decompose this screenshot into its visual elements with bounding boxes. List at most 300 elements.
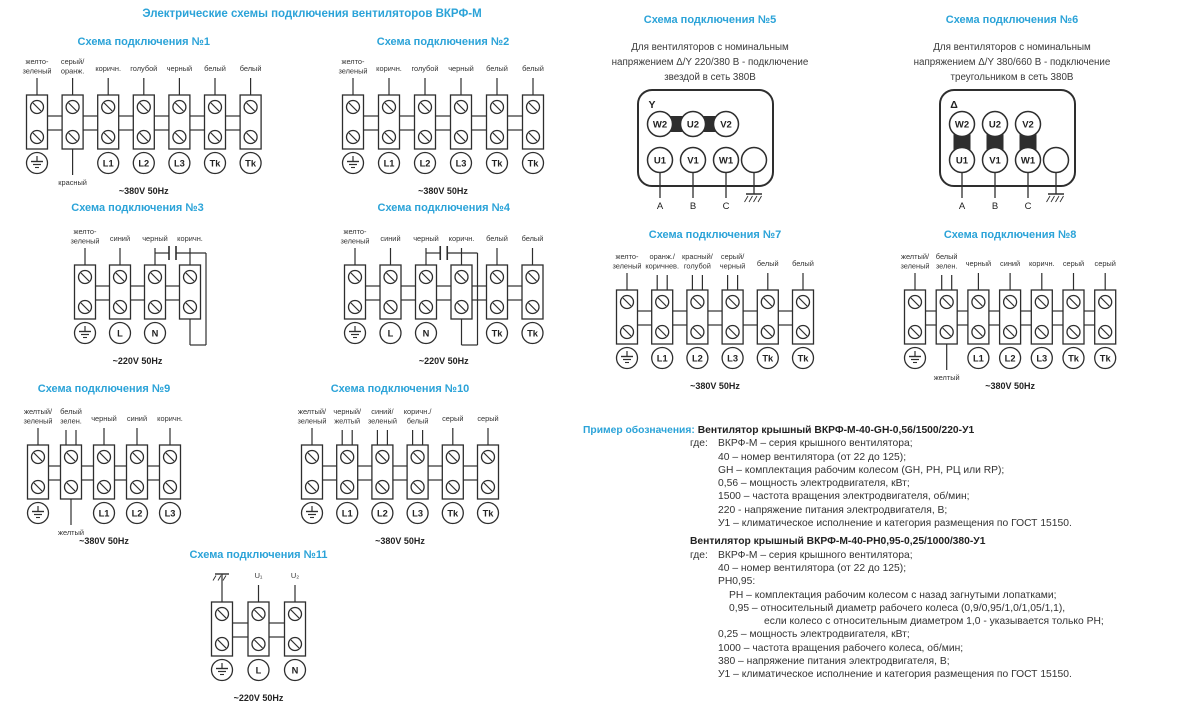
screw-icon — [419, 131, 432, 144]
screw-icon — [527, 101, 540, 114]
scheme-title-s9: Схема подключения №9 — [37, 383, 171, 395]
terminal-block — [379, 95, 400, 149]
terminal-block — [407, 445, 428, 499]
wire-color-label: коричн. — [448, 234, 475, 243]
screw-icon — [31, 131, 44, 144]
screw-icon — [411, 451, 424, 464]
terminal-designation — [248, 660, 269, 681]
terminal-designation-label: N — [151, 328, 159, 339]
wire-color-label: черный — [91, 414, 117, 423]
terminal-block — [212, 602, 233, 656]
terminal-block — [415, 95, 436, 149]
wire-color-label: желто- — [25, 57, 49, 66]
wire-color-label: белый — [935, 252, 958, 261]
screw-icon — [306, 451, 319, 464]
wire-color-label: коричн. — [177, 234, 203, 243]
screw-icon — [761, 296, 774, 309]
wire-color-label: красный/ — [682, 252, 713, 261]
wire-color-label: зеленый — [612, 261, 642, 271]
terminal-block — [75, 265, 96, 319]
terminal-designation — [169, 153, 190, 174]
terminal-designation — [1031, 348, 1052, 369]
wire-color-label: желтый/ — [24, 407, 52, 416]
wire-color-label: коричнев. — [645, 261, 680, 271]
example-line: 40 – номер вентилятора (от 22 до 125); — [718, 451, 907, 463]
wire-color-label: коричн. — [376, 64, 402, 73]
scheme-title-s6: Схема подключения №6 — [945, 14, 1079, 26]
screw-icon — [131, 481, 144, 494]
screw-icon — [184, 301, 197, 314]
terminal-designation-label: Tk — [209, 158, 221, 169]
wire-color-label: белый — [792, 259, 814, 268]
voltage-label: ~380V 50Hz — [79, 536, 129, 546]
where-label: где: — [690, 438, 708, 450]
screw-icon — [347, 131, 360, 144]
screw-icon — [491, 131, 504, 144]
scheme-s10-diagram — [267, 405, 533, 555]
example-line: ВКРФ-М – серия крышного вентилятора; — [718, 549, 913, 561]
wire-color-label: белый — [522, 64, 544, 73]
screw-icon — [940, 326, 953, 339]
screw-icon — [137, 101, 150, 114]
screw-icon — [526, 301, 539, 314]
motor-terminal-label: V2 — [720, 119, 732, 131]
screw-icon — [79, 271, 92, 284]
wire-color-label: серый — [1094, 259, 1116, 268]
voltage-label: ~380V 50Hz — [118, 186, 169, 196]
screw-icon — [349, 301, 362, 314]
terminal-designation-label: Tk — [491, 158, 503, 169]
terminal-designation-label: L1 — [341, 508, 353, 519]
terminal-designation-label: Tk — [1099, 353, 1111, 364]
terminal-block — [522, 265, 543, 319]
screw-icon — [79, 301, 92, 314]
terminal-block — [169, 95, 190, 149]
scheme-s9-diagram — [0, 405, 215, 555]
phase-label: B — [689, 201, 697, 212]
description-line: Для вентиляторов с номинальным — [631, 42, 789, 53]
terminal-designation-label: L3 — [727, 353, 739, 364]
wire-color-label: желто- — [615, 252, 639, 261]
screw-icon — [691, 296, 704, 309]
terminal-designation-label: L — [255, 665, 262, 676]
example-line: РН0,95: — [718, 576, 756, 588]
motor-terminal-label: W2 — [954, 119, 970, 131]
wire-color-label: U₂ — [290, 571, 300, 580]
terminal-designation — [337, 503, 358, 524]
terminal-designation-label: L2 — [1004, 353, 1016, 364]
connection-type-symbol: Y — [648, 99, 656, 111]
earth-terminal-icon — [212, 660, 233, 681]
terminal-designation — [98, 153, 119, 174]
wire-color-label: белый — [521, 234, 544, 243]
wire-color-label: серый — [477, 414, 499, 423]
description-line: треугольником в сеть 380В — [950, 72, 1074, 83]
screw-icon — [419, 101, 432, 114]
screw-icon — [621, 326, 634, 339]
unused-terminal — [742, 148, 767, 173]
example-line: ВКРФ-М – серия крышного вентилятора; — [718, 438, 913, 450]
terminal-block — [180, 265, 201, 319]
screw-icon — [376, 451, 389, 464]
terminal-block — [451, 95, 472, 149]
screw-icon — [940, 296, 953, 309]
screw-icon — [383, 131, 396, 144]
screw-icon — [455, 271, 468, 284]
terminal-block — [98, 95, 119, 149]
motor-terminal-label: U2 — [686, 119, 700, 131]
earth-symbol-icon — [745, 194, 763, 202]
terminal-designation-label: Tk — [1068, 353, 1079, 364]
screw-icon — [376, 481, 389, 494]
terminal-designation-label: L3 — [1036, 353, 1048, 364]
wire-color-label: зеленый — [340, 236, 370, 246]
terminal-designation-label: L — [387, 328, 394, 339]
screw-icon — [726, 326, 739, 339]
screw-icon — [289, 608, 302, 621]
screw-icon — [149, 271, 162, 284]
terminal-block — [248, 602, 269, 656]
screw-icon — [306, 481, 319, 494]
scheme-s6-description — [862, 40, 1162, 85]
screw-icon — [526, 271, 539, 284]
screw-icon — [164, 481, 177, 494]
screw-icon — [384, 271, 397, 284]
wire-color-label: желтый/ — [901, 252, 929, 261]
terminal-designation-label: Tk — [527, 328, 538, 339]
terminal-designation-label: Tk — [527, 158, 539, 169]
motor-terminal-label: U2 — [988, 119, 1002, 131]
screw-icon — [65, 481, 78, 494]
terminal-designation-label: L1 — [383, 158, 395, 169]
screw-icon — [691, 326, 704, 339]
terminal-designation — [522, 323, 543, 344]
screw-icon — [1067, 296, 1080, 309]
terminal-designation-label: L1 — [972, 353, 984, 364]
terminal-designation — [722, 348, 743, 369]
screw-icon — [32, 481, 45, 494]
screw-icon — [1067, 326, 1080, 339]
terminal-designation-label: L2 — [138, 158, 150, 169]
wire-color-label: коричн./ — [403, 407, 432, 416]
wire-color-label: зеленый — [23, 416, 53, 426]
screw-icon — [455, 131, 468, 144]
terminal-designation-label: Tk — [482, 508, 494, 519]
terminal-designation-label: L3 — [164, 508, 176, 519]
terminal-block — [905, 290, 926, 344]
motor-terminal — [648, 148, 673, 173]
example-line: 1500 – частота вращения электродвигателя, об/мин; — [718, 491, 970, 503]
terminal-designation — [478, 503, 499, 524]
scheme-title-s10: Схема подключения №10 — [330, 383, 470, 395]
terminal-block — [133, 95, 154, 149]
terminal-designation — [94, 503, 115, 524]
motor-terminal — [714, 148, 739, 173]
wire-color-label: серый/ — [60, 57, 85, 66]
terminal-designation — [793, 348, 814, 369]
terminal-designation — [415, 153, 436, 174]
wire-color-label: коричн. — [1028, 259, 1055, 268]
wire-color-label: коричн. — [95, 64, 122, 73]
terminal-designation-label: L3 — [173, 158, 185, 169]
screw-icon — [347, 101, 360, 114]
terminal-block — [62, 95, 83, 149]
wire-color-label: голубой — [683, 261, 711, 271]
terminal-designation — [487, 153, 508, 174]
earth-symbol-icon — [1047, 194, 1065, 202]
wire-color-label: белый — [406, 416, 429, 426]
screw-icon — [114, 271, 127, 284]
screw-icon — [797, 326, 810, 339]
earth-terminal-icon — [617, 348, 638, 369]
wire-color-label: желто- — [341, 57, 365, 66]
terminal-designation-label: Tk — [245, 158, 257, 169]
voltage-label: ~380V 50Hz — [985, 381, 1035, 391]
wire-color-label: синий — [109, 234, 131, 243]
wire-color-label: зелен. — [935, 261, 958, 271]
screw-icon — [31, 101, 44, 114]
motor-terminal-label: V2 — [1022, 119, 1034, 131]
screw-icon — [1099, 326, 1112, 339]
example-row — [583, 424, 1184, 437]
screw-icon — [252, 638, 265, 651]
scheme-title-s8: Схема подключения №8 — [943, 229, 1077, 241]
wire-color-label: желтый — [58, 528, 84, 537]
terminal-designation — [687, 348, 708, 369]
wire-color-label: зелен. — [60, 416, 82, 426]
terminal-designation-label: L2 — [691, 353, 703, 364]
wire-color-label: зеленый — [900, 261, 930, 271]
terminal-block — [372, 445, 393, 499]
terminal-designation-label: Tk — [447, 508, 459, 519]
screw-icon — [149, 301, 162, 314]
screw-icon — [909, 326, 922, 339]
motor-terminal — [983, 112, 1008, 137]
wire-color-label: черный/ — [333, 407, 362, 416]
screw-icon — [341, 481, 354, 494]
screw-icon — [1004, 296, 1017, 309]
screw-icon — [244, 131, 257, 144]
screw-icon — [173, 101, 186, 114]
wire-color-label: голубой — [411, 64, 439, 73]
terminal-block — [127, 445, 148, 499]
terminal-designation — [372, 503, 393, 524]
wire-color-label: белый — [239, 64, 262, 73]
terminal-designation — [133, 153, 154, 174]
wire-color-label: U₁ — [254, 571, 263, 580]
wire-color-label: черный — [413, 234, 439, 243]
wire-color-label: желтый/ — [298, 407, 326, 416]
wire-color-label: красный — [58, 178, 87, 187]
description-line: напряжением Δ/Y 380/660 В - подключение — [913, 57, 1111, 68]
phase-label: C — [1024, 201, 1032, 212]
screw-icon — [420, 301, 433, 314]
screw-icon — [1035, 326, 1048, 339]
terminal-designation — [379, 153, 400, 174]
wire-color-label: синий — [1000, 259, 1021, 268]
terminal-designation — [968, 348, 989, 369]
terminal-block — [442, 445, 463, 499]
screw-icon — [656, 296, 669, 309]
scheme-s11-diagram — [177, 562, 340, 712]
terminal-designation — [127, 503, 148, 524]
example-designation-section — [583, 424, 1184, 682]
screw-icon — [102, 131, 115, 144]
terminal-block — [205, 95, 226, 149]
terminal-designation — [145, 323, 166, 344]
example-title-1: Вентилятор крышный ВКРФ-М-40-GH-0,56/1500/220-У1 — [697, 425, 975, 436]
screw-icon — [384, 301, 397, 314]
wire-color-label: коричн. — [157, 414, 183, 423]
wire-color-label: оранж./ — [649, 252, 675, 261]
screw-icon — [482, 451, 495, 464]
wire-color-label: белый — [60, 407, 82, 416]
wire-color-label: серый/ — [720, 252, 745, 261]
terminal-block — [487, 95, 508, 149]
screw-icon — [909, 296, 922, 309]
terminal-block — [722, 290, 743, 344]
example-label: Пример обозначения: — [583, 425, 695, 436]
screw-icon — [491, 271, 504, 284]
voltage-label: ~220V 50Hz — [233, 693, 284, 703]
screw-icon — [761, 326, 774, 339]
wire-color-label: белый — [486, 234, 508, 243]
terminal-designation-label: L2 — [419, 158, 431, 169]
voltage-label: ~380V 50Hz — [690, 381, 740, 391]
terminal-designation — [160, 503, 181, 524]
terminal-block — [617, 290, 638, 344]
screw-icon — [114, 301, 127, 314]
terminal-block — [968, 290, 989, 344]
motor-terminal — [648, 112, 673, 137]
wire-color-label: зеленый — [367, 416, 397, 426]
terminal-designation-label: L1 — [656, 353, 668, 364]
terminal-block — [487, 265, 508, 319]
screw-icon — [1099, 296, 1112, 309]
wire-color-label: желто- — [73, 227, 97, 236]
wire-color-label: желтый — [334, 416, 361, 426]
terminal-block — [94, 445, 115, 499]
screw-icon — [184, 271, 197, 284]
unused-terminal — [1044, 148, 1069, 173]
phase-label: C — [722, 201, 730, 212]
voltage-label: ~380V 50Hz — [375, 536, 425, 546]
page-title: Электрические схемы подключения вентиляторов ВКРФ-М — [142, 8, 482, 20]
screw-icon — [482, 481, 495, 494]
screw-icon — [411, 481, 424, 494]
earth-terminal-icon — [343, 153, 364, 174]
terminal-block — [1095, 290, 1116, 344]
terminal-designation — [1063, 348, 1084, 369]
terminal-block — [652, 290, 673, 344]
screw-icon — [137, 131, 150, 144]
screw-icon — [797, 296, 810, 309]
wire-color-label: белый — [204, 64, 226, 73]
terminal-designation — [442, 503, 463, 524]
screw-icon — [98, 451, 111, 464]
scheme-title-s1: Схема подключения №1 — [77, 36, 211, 48]
terminal-block — [27, 95, 48, 149]
screw-icon — [98, 481, 111, 494]
phase-label: A — [958, 201, 966, 212]
example-line: 0,56 – мощность электродвигателя, кВт; — [718, 478, 910, 490]
wire-color-label: зеленый — [338, 66, 368, 76]
terminal-designation-label: L2 — [131, 508, 143, 519]
screw-icon — [341, 451, 354, 464]
example-line: 380 – напряжение питания электродвигателя, В; — [718, 656, 950, 668]
terminal-designation — [285, 660, 306, 681]
scheme-title-s4: Схема подключения №4 — [377, 202, 510, 214]
motor-terminal — [714, 112, 739, 137]
wire-color-label: оранж. — [60, 66, 85, 76]
terminal-block — [110, 265, 131, 319]
screw-icon — [66, 101, 79, 114]
terminal-designation-label: Tk — [762, 353, 774, 364]
scheme-s7-diagram — [582, 250, 848, 400]
voltage-label: ~220V 50Hz — [418, 356, 469, 366]
earth-terminal-icon — [28, 503, 49, 524]
wire-color-label: черный — [965, 259, 992, 268]
description-line: напряжением Δ/Y 220/380 В - подключение — [611, 57, 809, 68]
screw-icon — [164, 451, 177, 464]
terminal-designation-label: L — [117, 328, 123, 339]
terminal-designation-label: Tk — [797, 353, 809, 364]
earth-terminal-icon — [345, 323, 366, 344]
screw-icon — [173, 131, 186, 144]
phase-label: B — [991, 201, 999, 212]
motor-terminal-label: W1 — [718, 155, 734, 167]
scheme-title-s5: Схема подключения №5 — [643, 14, 777, 26]
terminal-designation — [652, 348, 673, 369]
terminal-designation-label: L3 — [455, 158, 467, 169]
motor-terminal-label: U1 — [653, 155, 667, 167]
screw-icon — [252, 608, 265, 621]
terminal-designation — [205, 153, 226, 174]
screw-icon — [455, 301, 468, 314]
screw-icon — [621, 296, 634, 309]
screw-icon — [65, 451, 78, 464]
voltage-label: ~380V 50Hz — [418, 186, 468, 196]
screw-icon — [1004, 326, 1017, 339]
motor-terminal — [681, 148, 706, 173]
screw-icon — [131, 451, 144, 464]
example-line: У1 – климатическое исполнение и категория размещения по ГОСТ 15150. — [718, 669, 1072, 681]
wire-color-label: зеленый — [70, 236, 100, 246]
screw-icon — [446, 451, 459, 464]
screw-icon — [102, 101, 115, 114]
voltage-label: ~220V 50Hz — [112, 356, 163, 366]
screw-icon — [216, 638, 229, 651]
terminal-designation-label: N — [291, 665, 299, 676]
wire-color-label: черный — [166, 64, 193, 73]
terminal-designation — [523, 153, 544, 174]
wire-color-label: белый — [756, 259, 779, 268]
motor-terminal-label: V1 — [687, 155, 699, 167]
terminal-designation — [487, 323, 508, 344]
scheme-s2-diagram — [308, 55, 578, 205]
scheme-s5-diagram — [590, 88, 830, 223]
terminal-block — [145, 265, 166, 319]
terminal-designation-label: N — [422, 328, 430, 339]
terminal-block — [345, 265, 366, 319]
screw-icon — [383, 101, 396, 114]
terminal-designation — [451, 153, 472, 174]
terminal-designation — [416, 323, 437, 344]
screw-icon — [244, 101, 257, 114]
scheme-title-s2: Схема подключения №2 — [376, 36, 510, 48]
example-block — [583, 437, 1184, 530]
terminal-designation-label: L3 — [412, 508, 424, 519]
